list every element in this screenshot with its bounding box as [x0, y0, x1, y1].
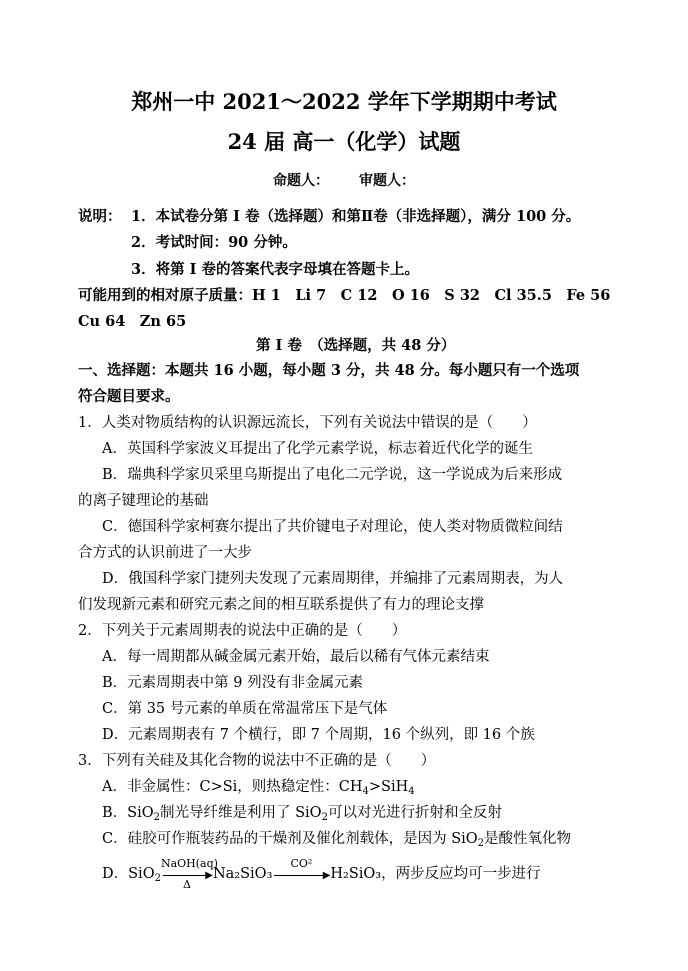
- question-1-option-d: D．俄国科学家门捷列夫发现了元素周期律，并编排了元素周期表，为人: [102, 571, 564, 587]
- question-2-option-d: D．元素周期表有 7 个横行，即 7 个周期，16 个纵列，即 16 个族: [102, 727, 535, 743]
- notes-label: 说明：: [78, 208, 122, 225]
- note-item-1: 1．本试卷分第 I 卷（选择题）和第Ⅱ卷（非选择题），满分 100 分。: [131, 208, 581, 225]
- question-3-option-d: D．SiO$_2$ NaOH(aq) ▶ Δ Na₂SiO₃ CO² ▶ H₂SiO₃，两步反应均可一步进行: [102, 857, 541, 891]
- author-label: 命题人：: [273, 173, 329, 189]
- section-title: 第 I 卷 （选择题，共 48 分）: [256, 337, 456, 354]
- question-2-option-a: A．每一周期都从碱金属元素开始，最后以稀有气体元素结束: [102, 649, 490, 665]
- authors-line: [0, 170, 688, 190]
- question-1-option-d-cont: 们发现新元素和研究元素之间的相互联系提供了有力的理论支撑: [78, 597, 484, 613]
- exam-title: 郑州一中 2021～2022 学年下学期期中考试: [131, 89, 557, 114]
- note-item-2: 2．考试时间：90 分钟。: [131, 234, 297, 251]
- question-1-option-a: A．英国科学家波义耳提出了化学元素学说，标志着近代化学的诞生: [102, 441, 533, 457]
- exam-subtitle: 24 届 高一（化学）试题: [227, 129, 461, 154]
- question-1-option-b: B．瑞典科学家贝采里乌斯提出了电化二元学说，这一学说成为后来形成: [102, 467, 563, 483]
- section-instruction-1: 一、选择题：本题共 16 小题，每小题 3 分，共 48 分。每小题只有一个选项: [78, 362, 580, 379]
- reaction-arrow-1: NaOH(aq) ▶ Δ: [160, 857, 218, 891]
- note-item-3: 3．将第 I 卷的答案代表字母填在答题卡上。: [131, 261, 419, 278]
- question-3-option-b: B．SiO$_2$制光导纤维是利用了 SiO$_2$可以对光进行折射和全反射: [102, 805, 502, 823]
- question-1-option-c: C．德国科学家柯赛尔提出了共价键电子对理论，使人类对物质微粒间结: [102, 519, 563, 535]
- atomic-mass-line-1: 可能用到的相对原子质量：H 1 Li 7 C 12 O 16 S 32 Cl 35.5 Fe 56: [78, 287, 611, 304]
- reviewer-label: 审题人：: [359, 173, 415, 189]
- question-2-stem: 2．下列关于元素周期表的说法中正确的是（ ）: [78, 623, 407, 639]
- question-3-stem: 3．下列有关硅及其化合物的说法中不正确的是（ ）: [78, 753, 436, 769]
- reaction-arrow-2: CO² ▶: [272, 867, 330, 881]
- question-1-option-b-cont: 的离子键理论的基础: [78, 493, 209, 509]
- question-2-option-b: B．元素周期表中第 9 列没有非金属元素: [102, 675, 364, 691]
- question-3-option-c: C．硅胶可作瓶装药品的干燥剂及催化剂载体，是因为 SiO$_2$是酸性氧化物: [102, 831, 572, 849]
- question-1-option-c-cont: 合方式的认识前进了一大步: [78, 545, 252, 561]
- question-1-stem: 1．人类对物质结构的认识源远流长，下列有关说法中错误的是（ ）: [78, 415, 537, 431]
- question-2-option-c: C．第 35 号元素的单质在常温常压下是气体: [102, 701, 388, 717]
- section-instruction-2: 符合题目要求。: [78, 388, 180, 405]
- atomic-mass-line-2: Cu 64 Zn 65: [78, 313, 187, 330]
- question-3-option-a: A．非金属性：C>Si，则热稳定性：$CH_4>SiH_4$: [102, 779, 415, 797]
